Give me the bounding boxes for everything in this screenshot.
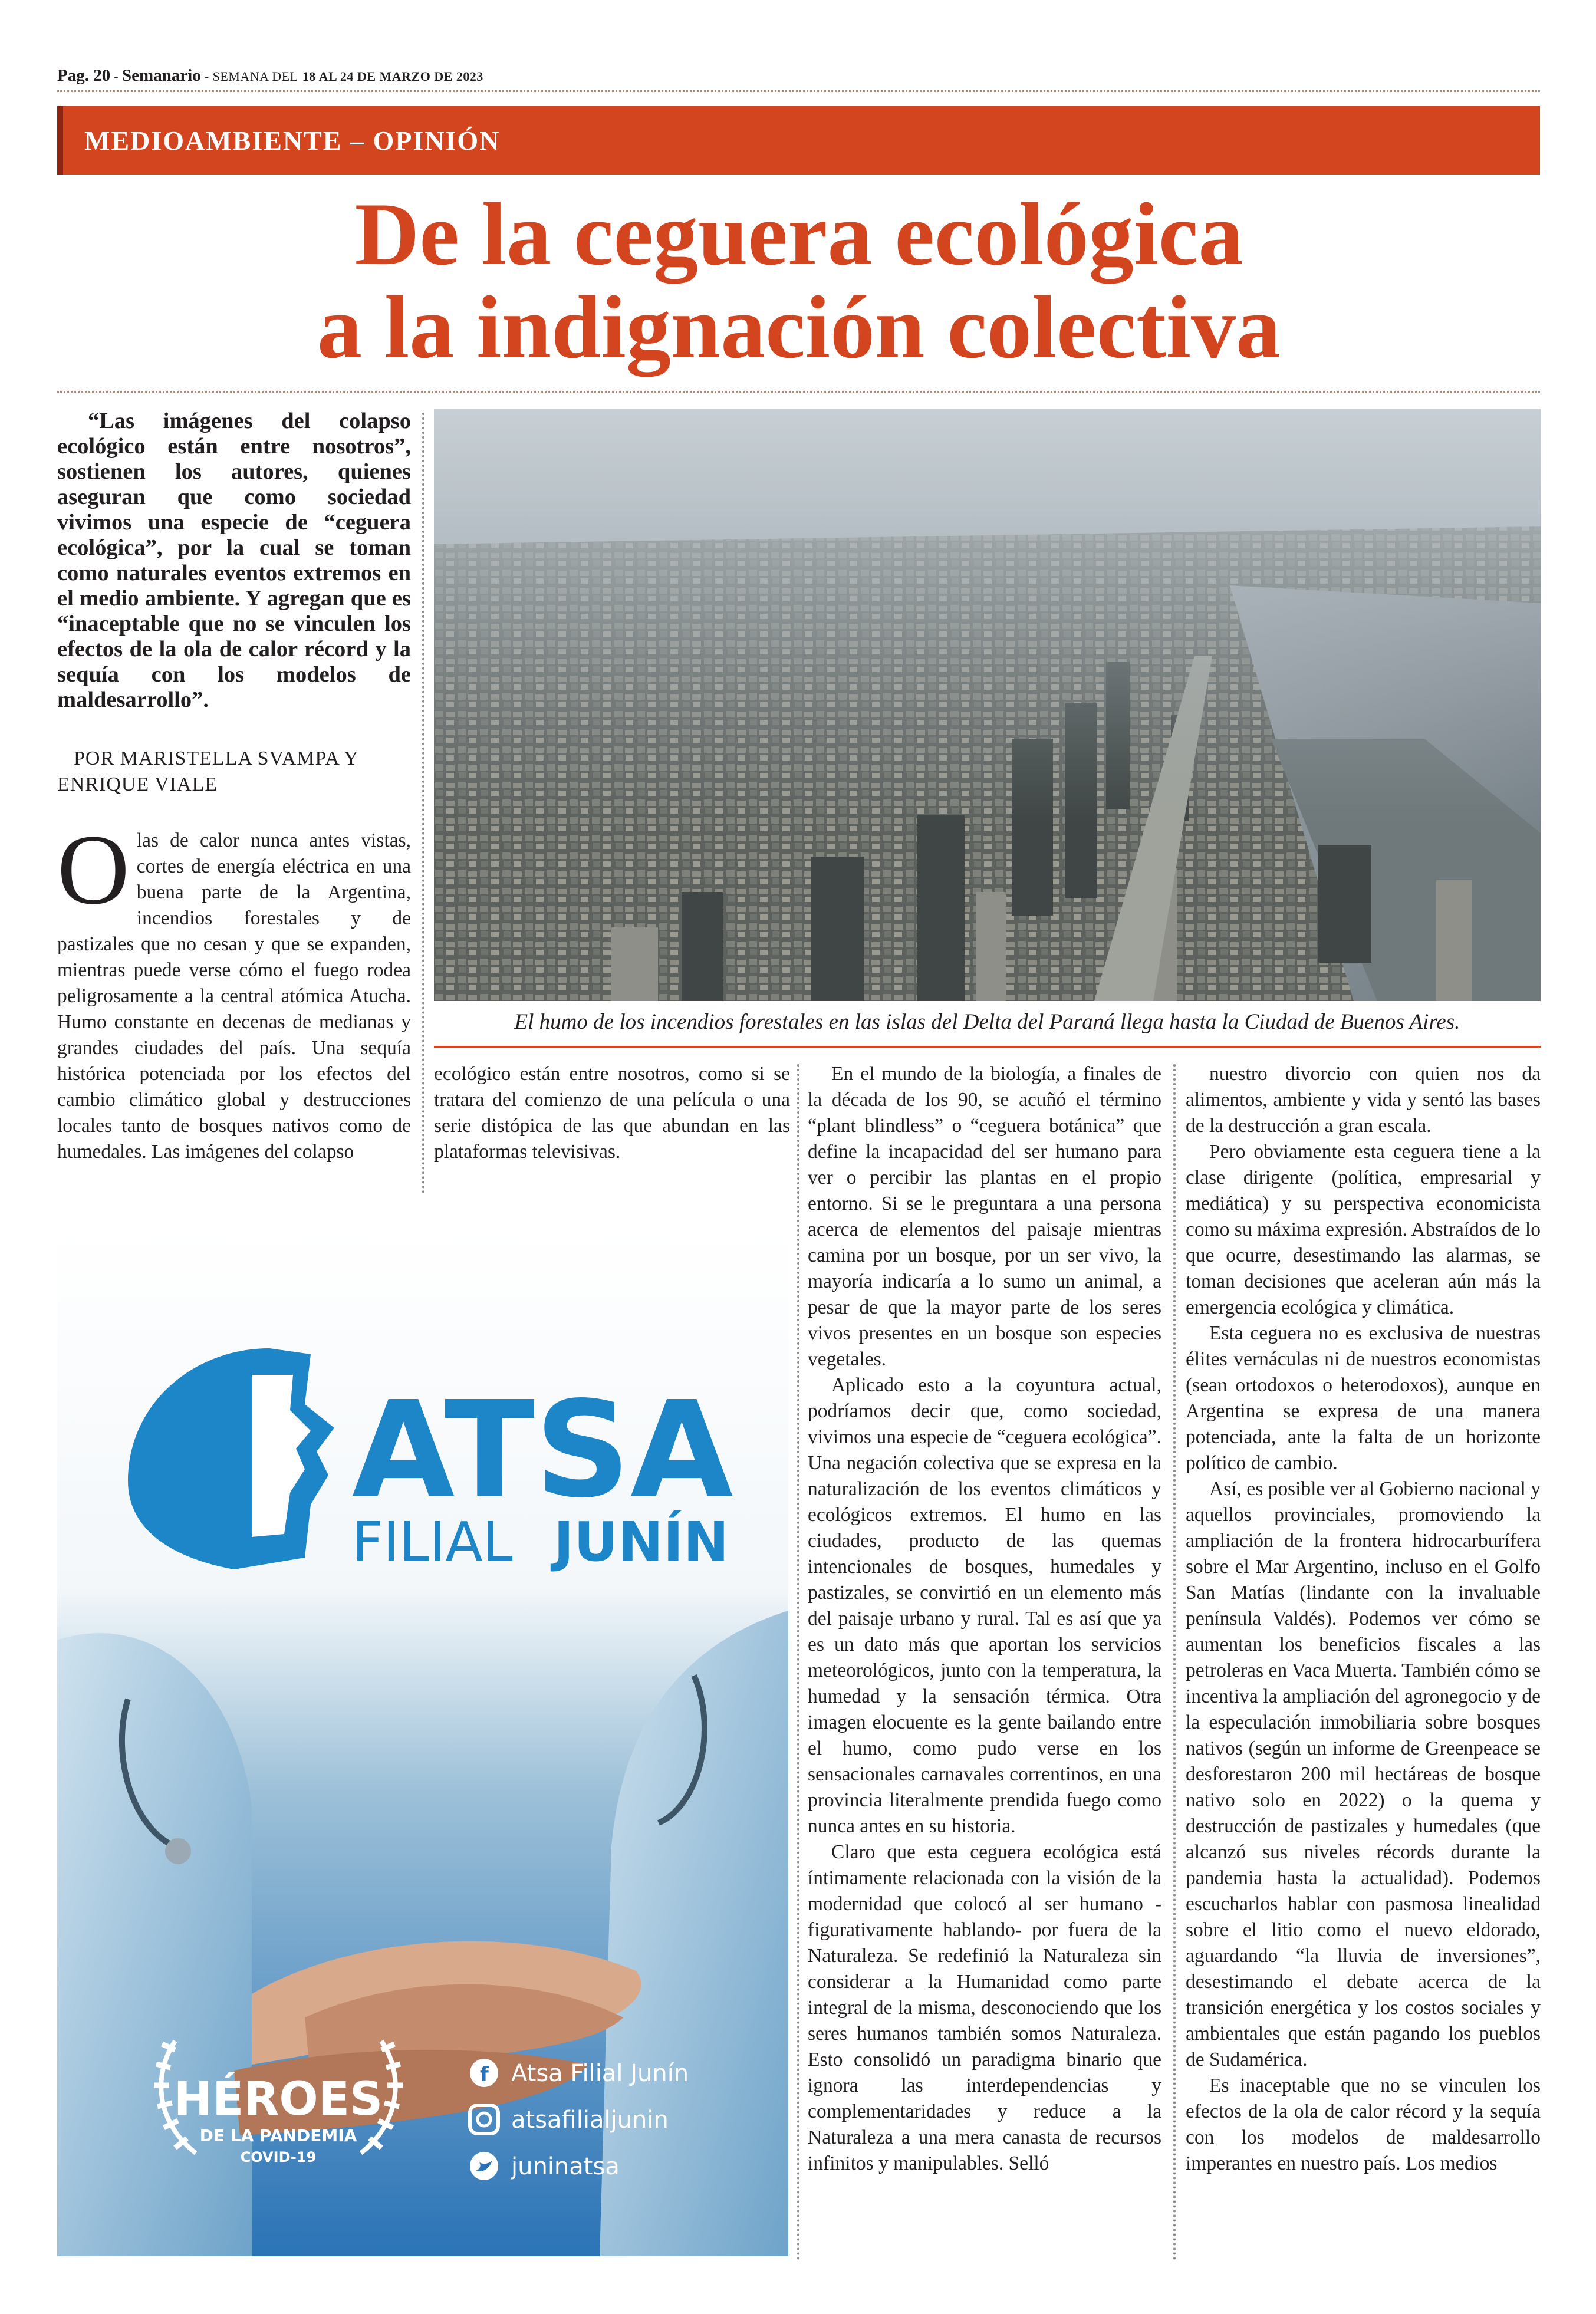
paragraph: Esta ceguera no es exclusiva de nuestras élites vernáculas ni de nuestros economistas (sean ortodoxos o heterodoxos), aunque en Argentina se expresa de una manera potenciada, ante la falta de un horizonte político de cambio.	[1186, 1322, 1541, 1474]
folio-line	[57, 66, 483, 85]
body-column-1	[57, 814, 411, 1165]
atsa-advertisement	[57, 1227, 788, 2256]
atsa-brand-text: ATSA	[352, 1373, 733, 1528]
column-separator	[422, 413, 424, 1194]
paragraph: ecológico están entre nosotros, como si se tratara del comienzo de una película o una serie distópica de las que abundan en las plataformas televisivas.	[434, 1063, 790, 1163]
headline-rule	[57, 391, 1540, 393]
folio-separator: -	[110, 69, 123, 84]
body-column-3	[808, 1061, 1161, 2177]
publication-name: Semanario	[122, 66, 201, 85]
paragraph: Es inaceptable que no se vinculen los efectos de la ola de calor récord y la sequía con los modelos de maldesarrollo imperantes en nuestro país. Los medios	[1186, 2075, 1541, 2174]
photo-caption: El humo de los incendios forestales en las islas del Delta del Paraná llega hasta la Ciudad de Buenos Aires.	[514, 1010, 1460, 1034]
drop-cap: O	[57, 814, 130, 925]
paragraph: Claro que esta ceguera ecológica está íntimamente relacionada con la visión de la modernidad que colocó al ser humano -figurativamente hablando- por fuera de la Naturaleza. Se redefinió la Naturaleza sin considerar a la Humanidad como parte integral de la misma, desconociendo que los seres humanos también somos Naturaleza. Esto consolidó un paradigma binario que ignora las interdependencias y complementaridades y reduce a la Naturaleza a una mera canasta de recursos infinitos y manipulables. Selló	[808, 1841, 1161, 2174]
atsa-filial-text: FILIAL	[352, 1510, 513, 1574]
svg-text:f: f	[480, 2063, 489, 2086]
headline	[177, 185, 1421, 377]
badge-subtitle: DE LA PANDEMIA	[199, 2126, 357, 2145]
section-band	[57, 106, 1540, 175]
city-smoke-photo	[434, 409, 1541, 1001]
badge-title: HÉROES	[173, 2073, 383, 2126]
paragraph: Aplicado esto a la coyuntura actual, podríamos decir que, como sociedad, vivimos una especie de “ceguera ecológica”. Una negación colectiva que se expresa en la naturalización de los eventos climáticos y ecológicos extremos. El humo en las ciudades, producto de las quemas intencionales de bosques, humedales y pastizales, se convirtió en un elemento más del paisaje urbano y rural. Tal es así que ya es un dato más que aportan los servicios meteorológicos, junto con la temperatura, la humedad y la sensación térmica. Otra imagen elocuente es la gente bailando entre el humo, como pudo verse en los sensacionales carnavales correntinos, en una provincia literalmente prendida fuego como nunca antes en su historia.	[808, 1374, 1161, 1837]
headline-line-1: De la ceguera ecológica	[354, 185, 1243, 284]
atsa-city-text: JUNÍN	[554, 1510, 729, 1574]
instagram-handle: atsafilialjunin	[511, 2106, 669, 2134]
page-number: Pag. 20	[57, 66, 111, 85]
issue-dates: 18 AL 24 DE MARZO DE 2023	[302, 69, 483, 84]
column-separator	[797, 1064, 799, 2261]
folio-separator: -	[200, 69, 213, 84]
column-separator	[1173, 1064, 1176, 2261]
badge-covid: COVID-19	[240, 2149, 317, 2165]
paragraph: Así, es posible ver al Gobierno nacional y aquellos provinciales, promoviendo la ampliación de la frontera hidrocarburífera sobre el Mar Argentino, incluso en el Golfo San Matías (lindante con la invaluable península Valdés). Podemos ver cómo se aumentan los beneficios fiscales a las petroleras en Vaca Muerta. También cómo se incentiva la ampliación del agronegocio y de la especulación inmobiliaria sobre bosques nativos (según un informe de Greenpeace se desforestaron 200 mil hectáreas de bosque nativo solo en 2022) o la quema y destrucción de pastizales y humedales (que alcanzó sus niveles récords durante la pandemia hasta la actualidad). Podemos escucharlos hablar con pasmosa linealidad sobre el litio como el nuevo eldorado, aguardando “la lluvia de inversiones”, desestimando el debate acerca de la transición energética y los costos sociales y ambientales que están pagando los pueblos de Sudamérica.	[1186, 1478, 1541, 2071]
article-lead: “Las imágenes del colapso ecológico están entre nosotros”, sostienen los autores, quienes aseguran que como sociedad vivimos una especie de “ceguera ecológica”, por la cual se toman como naturales eventos extremos en el medio ambiente. Y agregan que es “inaceptable que no se vinculen los efectos de la ola de calor récord y la sequía con los modelos de maldesarrollo”.	[57, 409, 411, 712]
section-label: MEDIOAMBIENTE – OPINIÓN	[84, 126, 501, 156]
twitter-handle: juninatsa	[511, 2153, 620, 2180]
atsa-logo	[128, 1348, 733, 1574]
body-column-2	[434, 1061, 790, 1165]
folio-rule	[57, 90, 1540, 92]
paragraph: nuestro divorcio con quien nos da alimentos, ambiente y vida y sentó las bases de la destrucción a gran escala.	[1186, 1063, 1541, 1137]
ad-artwork	[57, 1227, 788, 2256]
paragraph: En el mundo de la biología, a finales de la década de los 90, se acuñó el término “plant blindless” o “ceguera botánica” que define la incapacidad del ser humano para ver o percibir las plantas en el propio entorno. Si se le preguntara a una persona acerca de elementos del paisaje mientras camina por un bosque, por un ser vivo, la mayoría indicaría a lo sumo un animal, a pesar de que la mayor parte de los seres vivos presentes en un bosque son especies vegetales.	[808, 1063, 1161, 1370]
section-band-edge	[57, 106, 63, 175]
paragraph: las de calor nunca antes vistas, cortes de energía eléctrica en una buena parte de la Argentina, incendios forestales y de pastizales que no cesan y que se expanden, mientras puede verse cómo el fuego rodea peligrosamente a la central atómica Atucha. Humo constante en decenas de medianas y grandes ciudades del país. Una sequía histórica potenciada por los efectos del cambio climático global y destrucciones locales tanto de bosques nativos como de humedales. Las imágenes del colapso	[57, 830, 411, 1163]
facebook-handle: Atsa Filial Junín	[511, 2060, 689, 2087]
paragraph: Pero obviamente esta ceguera tiene a la clase dirigente (política, empresarial y mediática) y su perspectiva economicista como su máxima expresión. Abstraídos de lo que ocurre, desestimando las alarmas, se toman decisiones que aceleran aún más la emergencia ecológica y climática.	[1186, 1141, 1541, 1318]
week-label: SEMANA DEL	[212, 69, 298, 84]
headline-line-2: a la indignación colectiva	[317, 278, 1281, 377]
caption-rule	[434, 1046, 1541, 1048]
byline: POR MARISTELLA SVAMPA Y ENRIQUE VIALE	[57, 748, 358, 795]
aerial-city-image	[434, 409, 1541, 1001]
body-column-4	[1186, 1061, 1541, 2177]
